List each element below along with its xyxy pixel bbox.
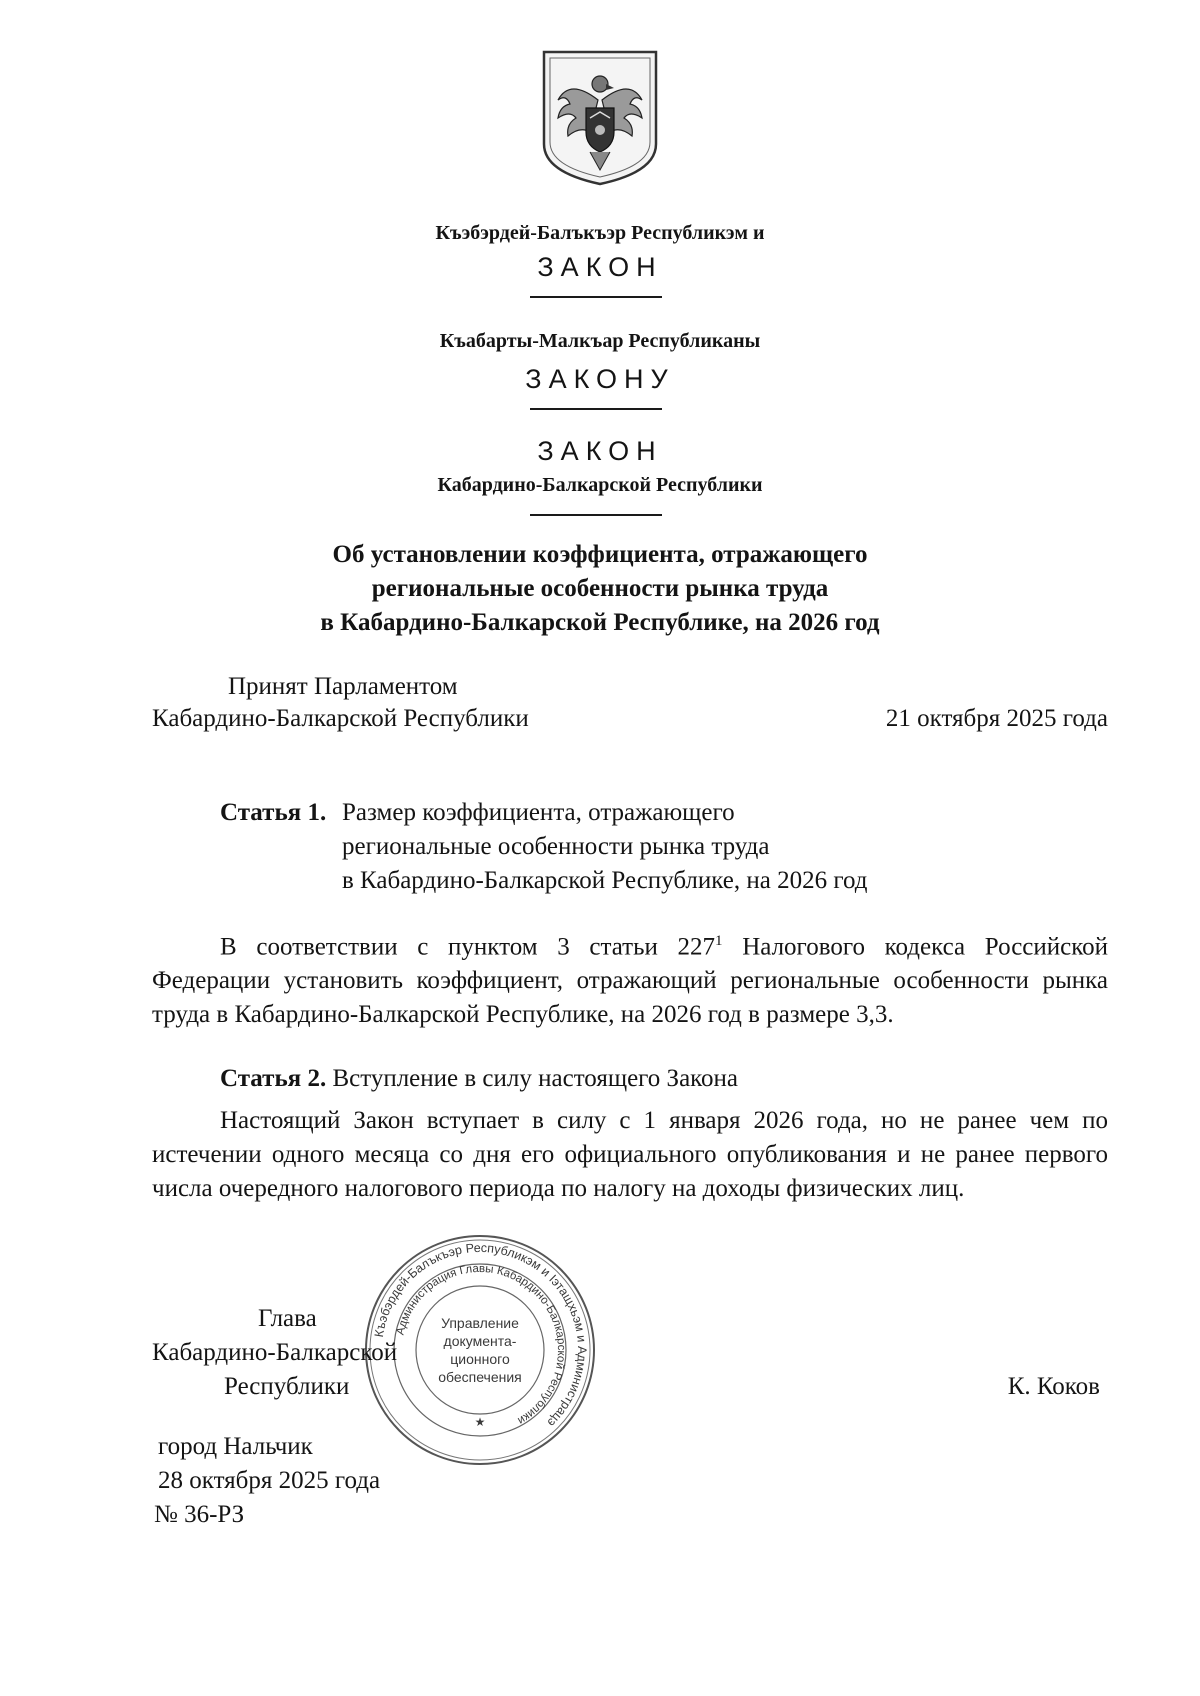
law-title xyxy=(0,538,1200,640)
seal-star-icon: ★ xyxy=(474,1415,486,1429)
footer-number: № 36-РЗ xyxy=(154,1501,245,1528)
article-1-label xyxy=(220,796,326,830)
article-text-part: Налогового кодекса Российской Федерации установить коэффициент, отражающий региональные особенности рынка труда в Кабардино-Балкарской Республике, на 2026 год в размере 3,3. xyxy=(152,933,1108,1029)
russian-republic-heading: Кабардино-Балкарской Республики xyxy=(437,474,763,496)
law-title-line: региональные особенности рынка труда xyxy=(371,575,829,602)
seal-outer-text: Къэбэрдей-Балъкъэр Республикэм и Iэтащхьэм и Администрацэ xyxy=(371,1240,590,1430)
signatory-title-line: Глава xyxy=(258,1305,317,1332)
kbr-coat-of-arms-icon xyxy=(540,48,660,188)
header-divider xyxy=(530,514,662,516)
law-title-line: в Кабардино-Балкарской Республике, на 2026 год xyxy=(320,609,880,636)
article-1-text xyxy=(152,924,1108,1032)
article-2-heading xyxy=(220,1062,738,1096)
article-heading-text: Вступление в силу настоящего Закона xyxy=(332,1065,739,1092)
article-heading-line: региональные особенности рынка труда xyxy=(342,833,770,860)
signatory-title-line: Кабардино-Балкарской xyxy=(152,1339,398,1366)
kabardian-law-heading: ЗАКОН xyxy=(537,252,663,282)
russian-law-heading: ЗАКОН xyxy=(537,436,663,466)
article-heading-line: Размер коэффициента, отражающего xyxy=(342,799,735,826)
article-2-text: Настоящий Закон вступает в силу с 1 января 2026 года, но не ранее чем по истечении одного месяца со дня его официального опубликования и не ранее первого числа очередного налогового периода по налогу на доходы физических лиц. xyxy=(152,1107,1108,1202)
article-1-heading xyxy=(342,796,868,898)
article-label: Статья 2. xyxy=(220,1065,327,1092)
adoption-date: 21 октября 2025 года xyxy=(885,705,1108,732)
header-divider xyxy=(530,296,662,298)
seal-inner-line: ционного xyxy=(450,1351,510,1367)
article-text-part: В соответствии с пунктом 3 статьи 227 xyxy=(220,933,716,961)
superscript: 1 xyxy=(715,933,723,949)
footer-city: город Нальчик xyxy=(158,1433,313,1460)
seal-middle-text: Администрация Главы Кабардино-Балкарской Республики xyxy=(394,1262,568,1427)
kabardian-republic-heading: Къэбэрдей-Балъкъэр Республикэм и xyxy=(435,222,765,244)
seal-inner-line: обеспечения xyxy=(438,1369,522,1385)
seal-inner-line: Управление xyxy=(441,1315,519,1331)
article-heading-line: в Кабардино-Балкарской Республике, на 2026 год xyxy=(342,867,868,894)
balkar-republic-heading: Къабарты-Малкъар Республиканы xyxy=(439,330,761,352)
adoption-line: Кабардино-Балкарской Республики xyxy=(152,705,529,732)
law-title-line: Об установлении коэффициента, отражающего xyxy=(332,541,868,568)
balkar-law-heading: ЗАКОНУ xyxy=(525,364,675,394)
article-label: Статья 1. xyxy=(220,799,327,826)
adoption-line: Принят Парламентом xyxy=(228,673,458,700)
signatory-title-line: Республики xyxy=(224,1373,350,1400)
seal-inner-line: документа- xyxy=(443,1333,517,1349)
header-divider xyxy=(530,408,662,410)
footer-date: 28 октября 2025 года xyxy=(158,1467,381,1494)
signatory-name: К. Коков xyxy=(1007,1373,1100,1400)
